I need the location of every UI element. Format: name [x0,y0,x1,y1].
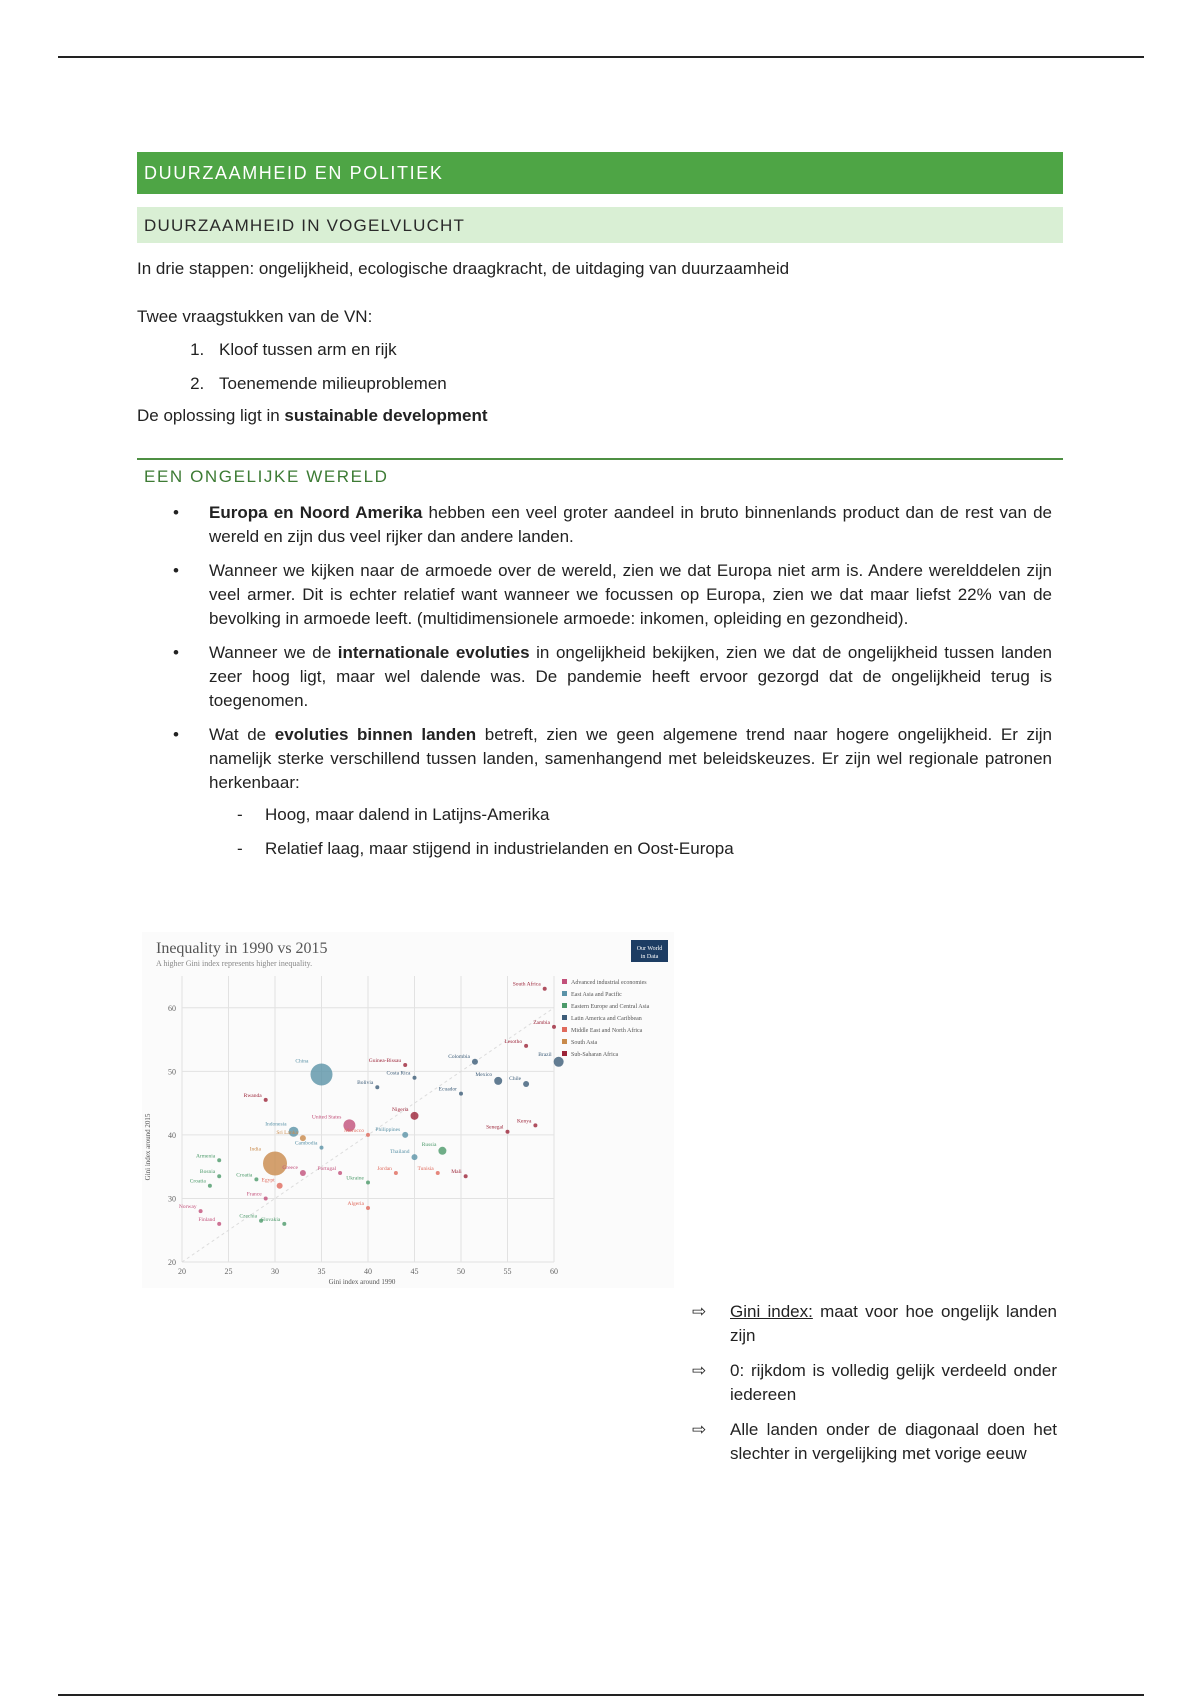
bullet-text: Wat de [209,725,275,744]
point-label: India [249,1146,261,1153]
point-label: Nigeria [392,1106,409,1113]
point-label: Kenya [517,1118,532,1125]
point-label: Jordan [377,1166,392,1173]
x-axis-label: Gini index around 1990 [328,1278,396,1286]
legend-label: South Asia [571,1040,598,1046]
legend-swatch [562,1039,567,1044]
point-label: Norway [178,1204,197,1211]
point-label: Algeria [347,1200,364,1207]
x-tick-label: 60 [550,1267,558,1276]
legend-label: Sub-Saharan Africa [571,1052,619,1058]
data-point [438,1147,446,1155]
y-tick-label: 20 [168,1258,176,1267]
point-label: China [295,1058,309,1065]
list-item: 2. Toenemende milieuproblemen [209,372,1063,396]
bullet-item: • Wanneer we kijken naar de armoede over de wereld, zien we dat Europa niet arm is. Andere werelddelen zijn veel armer. Dit is echter relatief want wanneer we focussen op Europa, zien we dat maar liefst 22% van de bevolking in armoede leeft. (multidimensionele armoede: inkomen, opleiding en gezondheid). [209,559,1052,631]
logo-text-line1: Our World [636,946,663,952]
note-term: Gini index: [730,1302,813,1321]
data-point [411,1112,419,1120]
legend-label: Middle East and North Africa [571,1028,643,1034]
bullet-item [209,501,1052,549]
data-point [300,1170,306,1176]
y-tick-label: 50 [168,1067,176,1077]
data-point [217,1158,221,1162]
point-label: Indonesia [265,1121,287,1128]
x-tick-label: 35 [317,1267,326,1276]
y-axis-label: Gini index around 2015 [144,1113,152,1181]
point-label: Morocco [344,1127,364,1134]
scatter-plot [142,932,674,1288]
legend-label: East Asia and Pacific [571,992,622,998]
note-item [692,1359,1057,1407]
data-point [217,1222,221,1226]
arrow-right-icon: ⇨ [692,1302,707,1321]
data-point [459,1092,463,1096]
legend-swatch [562,991,567,996]
x-tick-label: 40 [364,1267,372,1276]
notes-list [690,1300,1057,1466]
data-point [208,1184,212,1188]
point-label: United States [311,1114,342,1121]
bold-text: evoluties binnen landen [274,725,477,744]
legend-swatch [562,1051,567,1056]
solution-prefix: De oplossing ligt in [137,406,285,425]
bullet-text: in ongelijkheid bekijken, zien we dat de ongelijkheid tussen landen zeer hoog ligt, maar wel dalende was. De pandemie heeft ervoor gezorgd dat de ongelijkheid terug is toegenomen. [209,643,1052,710]
list-item: 1. Kloof tussen arm en rijk [209,338,1063,362]
top-rule [58,56,1144,58]
chart-subtitle: A higher Gini index represents higher inequality. [156,959,313,968]
point-label: Rwanda [243,1092,262,1099]
legend-swatch [562,1015,567,1020]
arrow-right-icon: ⇨ [692,1361,707,1380]
legend-swatch [562,979,567,984]
x-tick-label: 55 [503,1267,512,1276]
point-label: Philippines [375,1126,401,1133]
bullet-text: Wanneer we de [209,643,338,662]
data-point [199,1209,203,1213]
solution-bold: sustainable development [284,406,488,425]
data-point [375,1085,379,1089]
data-point [263,1151,287,1175]
logo-text-line2: in Data [640,954,659,960]
legend-label: Advanced industrial economies [571,980,647,986]
data-point [394,1171,398,1175]
sub-bullet-list [209,803,1052,861]
data-point [436,1171,440,1175]
y-tick-label: 30 [168,1194,176,1204]
subsection-title: DUURZAAMHEID IN VOGELVLUCHT [137,207,1063,243]
questions-list [137,338,1063,396]
point-label: Bosnia [199,1169,216,1176]
point-label: Mexico [475,1071,493,1078]
point-label: Croatia [189,1178,206,1185]
point-label: Ecuador [438,1086,457,1093]
bold-text: Europa en Noord Amerika [209,503,423,522]
point-label: Cambodia [294,1140,318,1147]
bullet-text: betreft, zien we geen algemene trend naar hogere ongelijkheid. Er zijn namelijk sterke verschillend tussen landen, samenhangend met beleidskeuzes. Er zijn wel regionale patronen herkenbaar: [209,725,1052,792]
point-label: Armenia [195,1153,216,1160]
inequality-chart [142,932,674,1288]
data-point [366,1181,370,1185]
data-point [402,1132,408,1138]
point-label: Ukraine [346,1175,364,1182]
point-label: Finland [198,1216,216,1223]
note-text: 0: rijkdom is volledig gelijk verdeeld onder iedereen [730,1361,1057,1404]
x-tick-label: 20 [178,1267,186,1276]
questions-intro: Twee vraagstukken van de VN: [137,307,373,326]
intro-paragraph: In drie stappen: ongelijkheid, ecologische draagkracht, de uitdaging van duurzaamheid [137,259,790,278]
point-label: Guinea-Bissau [368,1057,402,1064]
data-point [320,1146,324,1150]
sub-bullet-item: - Hoog, maar dalend in Latijns-Amerika [265,803,1052,827]
point-label: Chile [509,1076,522,1083]
x-tick-label: 45 [410,1267,419,1276]
point-label: Zambia [533,1019,550,1026]
point-label: Colombia [448,1053,470,1060]
note-text: Alle landen onder de diagonaal doen het slechter in vergelijking met vorige eeuw [730,1420,1057,1463]
point-label: Slovakia [261,1216,281,1223]
bullet-item [209,641,1052,713]
point-label: Egypt [261,1177,275,1184]
bullet-item [209,723,1052,861]
arrow-right-icon: ⇨ [692,1420,707,1439]
point-label: Lesotho [504,1038,523,1045]
legend-label: Latin America and Caribbean [571,1016,642,1022]
data-point [524,1044,528,1048]
owid-logo [631,940,668,962]
data-point [217,1174,221,1178]
note-item [692,1300,1057,1348]
bullet-list [137,501,1063,861]
bottom-rule [58,1694,1144,1696]
legend-swatch [562,1027,567,1032]
point-label: Mali [451,1169,462,1176]
y-tick-label: 40 [168,1130,176,1140]
point-label: Bolivia [357,1080,374,1087]
bullet-text: hebben een veel groter aandeel in bruto binnenlands product dan de rest van de wereld en zijn dus veel rijker dan andere landen. [209,503,1052,546]
data-point [311,1064,333,1086]
data-point [264,1196,268,1200]
data-point [338,1171,342,1175]
y-tick-label: 60 [168,1003,176,1013]
x-tick-label: 25 [224,1267,233,1276]
point-label: South Africa [512,981,541,988]
point-label: France [246,1191,262,1198]
data-point [554,1057,564,1067]
legend-swatch [562,1003,567,1008]
data-point [494,1077,502,1085]
data-point [366,1206,370,1210]
note-text: maat voor hoe ongelijk landen zijn [730,1302,1057,1345]
data-point [282,1222,286,1226]
point-label: Russia [421,1141,437,1148]
data-point [254,1177,258,1181]
point-label: Brazil [538,1051,552,1058]
chart-title: Inequality in 1990 vs 2015 [156,940,328,957]
data-point [552,1025,556,1029]
data-point [464,1174,468,1178]
note-item [692,1418,1057,1466]
point-label: Portugal [317,1166,337,1173]
data-point [523,1081,529,1087]
x-tick-label: 30 [271,1267,279,1276]
bold-text: internationale evoluties [337,643,530,662]
solution-paragraph [137,404,1063,428]
data-point [413,1076,417,1080]
point-label: Thailand [389,1149,410,1156]
x-tick-label: 50 [457,1267,465,1276]
document-body [137,152,1063,871]
data-point [533,1123,537,1127]
sub-bullet-item: - Relatief laag, maar stijgend in industrielanden en Oost-Europa [265,837,1052,861]
legend-label: Eastern Europe and Central Asia [571,1004,650,1010]
chart-notes [690,1300,1057,1477]
point-label: Czechia [239,1213,258,1220]
data-point [264,1098,268,1102]
section-title: DUURZAAMHEID EN POLITIEK [137,152,1063,194]
heading-unequal-world: EEN ONGELIJKE WERELD [137,458,1063,487]
data-point [506,1130,510,1134]
point-label: Tunisia [417,1166,434,1173]
data-point [472,1059,478,1065]
data-point [277,1183,283,1189]
point-label: Costa Rica [386,1070,411,1077]
point-label: Croatia [236,1172,253,1179]
point-label: Greece [282,1165,298,1172]
point-label: Sri Lanka [276,1130,298,1137]
data-point [403,1063,407,1067]
data-point [366,1133,370,1137]
data-point [543,987,547,991]
point-label: Senegal [486,1124,504,1131]
data-point [412,1154,418,1160]
